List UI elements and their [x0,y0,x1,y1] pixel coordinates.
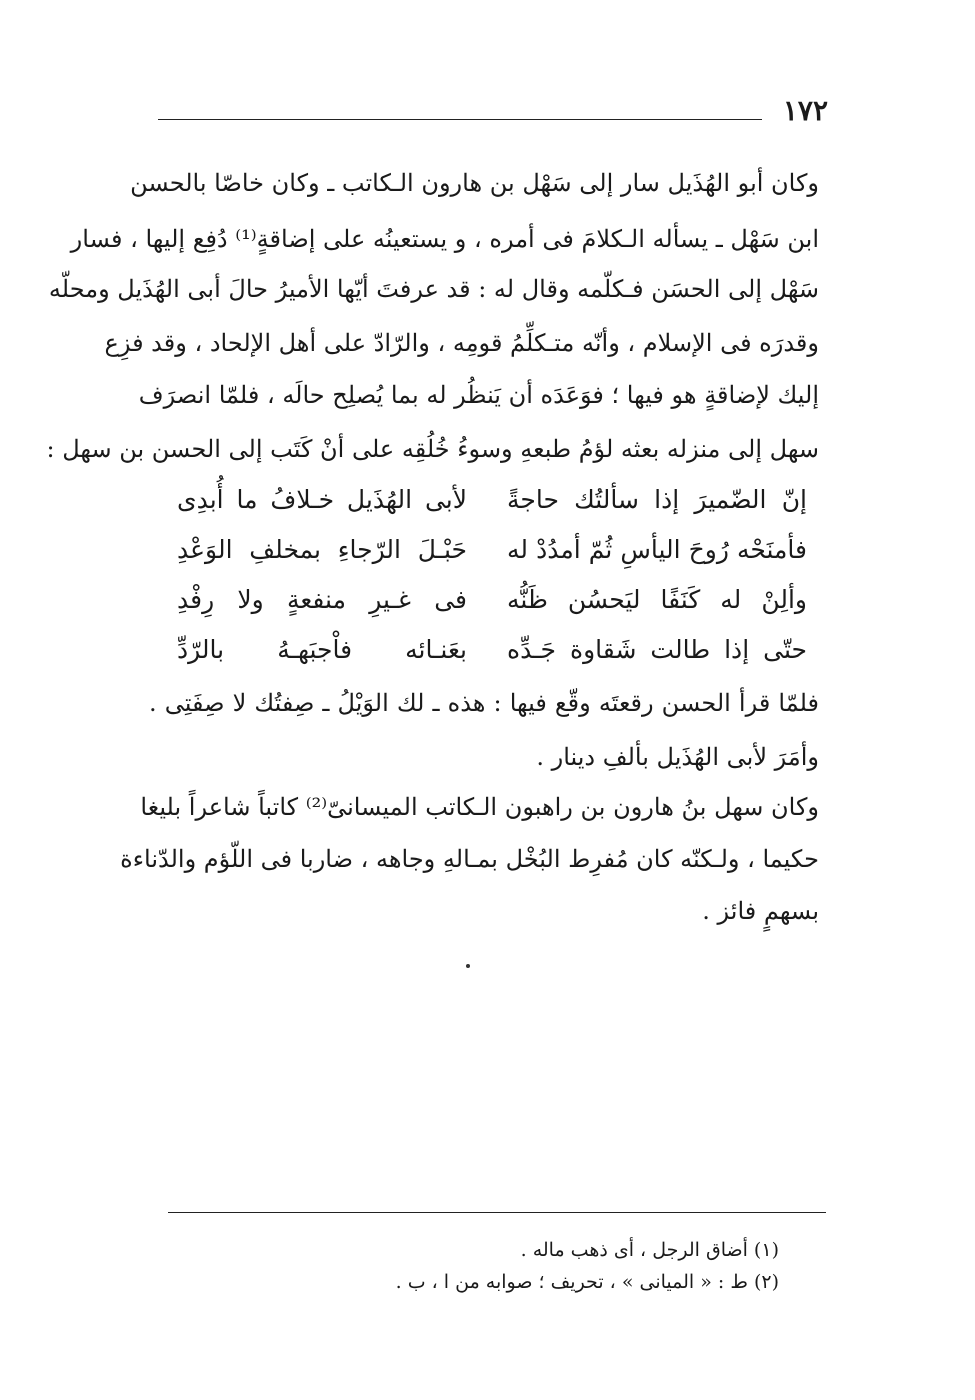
footnote-2: (٢) ط : « الميانى » ، تحريف ؛ صوابه من ا ، ب . [395,1271,779,1293]
stray-dot-mark [466,964,470,968]
paragraph1-line-2: ابن سَهْل ـ يسأله الـكلامَ فى أمره ، و يستعينُه على إضاقةٍ⁽¹⁾ دُفِع إليها ، فسار [70,225,819,253]
poem-verse-1 [177,480,807,520]
paragraph2-line-1: فلمّا قرأ الحسن رقعتَه وقّع فيها : هذه ـ لك الوَيْلُ ـ صِفتُك لا صِفَتِى . [149,689,819,717]
verse-1-second-hemistich: لأبى الهُذَيل خـلافُ ما أُبدِى [177,485,467,514]
paragraph3-line-2: حكيما ، ولـكنّه كان مُفرِط البُخْل بمـالهِ وجاهه ، ضاربا فى اللّؤم والدّناءة [120,845,819,873]
verse-4-first-hemistich: حتّى إذا طالت شَقاوة جَـدِّه [507,635,807,664]
paragraph2-line-2: وأمَرَ لأبى الهُذَيل بألفِ دينار . [536,743,819,771]
poem-verse-4 [177,630,807,670]
poem-verse-3 [177,580,807,620]
poem-verse-2 [177,530,807,570]
page-number: ١٧٢ [782,94,828,127]
paragraph1-line-6: سهل إلى منزله بعثه لؤمُ طبعهِ وسوءُ خُلُقِه على أنْ كَتَب إلى الحسن بن سهل : [46,435,819,463]
paragraph3-line-1: وكان سهل بنُ هارون بن راهبون الـكاتب الميسانىّ⁽²⁾ كاتباً شاعراً بليغا [140,793,819,821]
footnote-rule [168,1212,826,1213]
verse-3-second-hemistich: فى غـيرِ منفعةٍ ولا رِفْدِ [177,585,467,614]
header-rule [158,119,762,120]
verse-2-first-hemistich: فأمنَحْه رُوحَ اليأسِ ثُمّ أمدُدْ له [507,535,807,564]
verse-3-first-hemistich: وألِنْ له كَنَفًا ليَحسُن ظَنُّه [507,585,807,614]
verse-2-second-hemistich: حَبْـلَ الرّجاءِ بمخلفِ الوَعْدِ [177,535,467,564]
paragraph3-line-3: بسهمٍ فائز . [702,897,819,925]
verse-1-first-hemistich: إنّ الضّميرَ إذا سألتُك حاجةً [507,485,807,514]
paragraph1-line-5: إليك لإضاقةٍ هو فيها ؛ فوَعَدَه أن يَنظُر له بما يُصلِح حالَه ، فلمّا انصرَف [138,381,819,409]
paragraph1-line-1: وكان أبو الهُذَيل سار إلى سَهْل بن هارون الـكاتب ـ وكان خاصّا بالحسن [130,169,819,197]
paragraph1-line-4: وقدرَه فى الإسلام ، وأنّه متـكلِّمُ قومِه ، والرّادّ على أهل الإلحاد ، وقد فزِع [104,329,819,357]
paragraph1-line-3: سَهْل إلى الحسَن فـكلّمه وقال له : قد عرفتَ أيّها الأميرُ حالَ أبى الهُذَيل ومحلّه [48,275,819,303]
footnote-1: (١) أضاق الرجل ، أى ذهب ماله . [520,1239,779,1261]
verse-4-second-hemistich: بعَنـائه فاْجبَهـهُ بالرّدِّ [177,635,467,664]
